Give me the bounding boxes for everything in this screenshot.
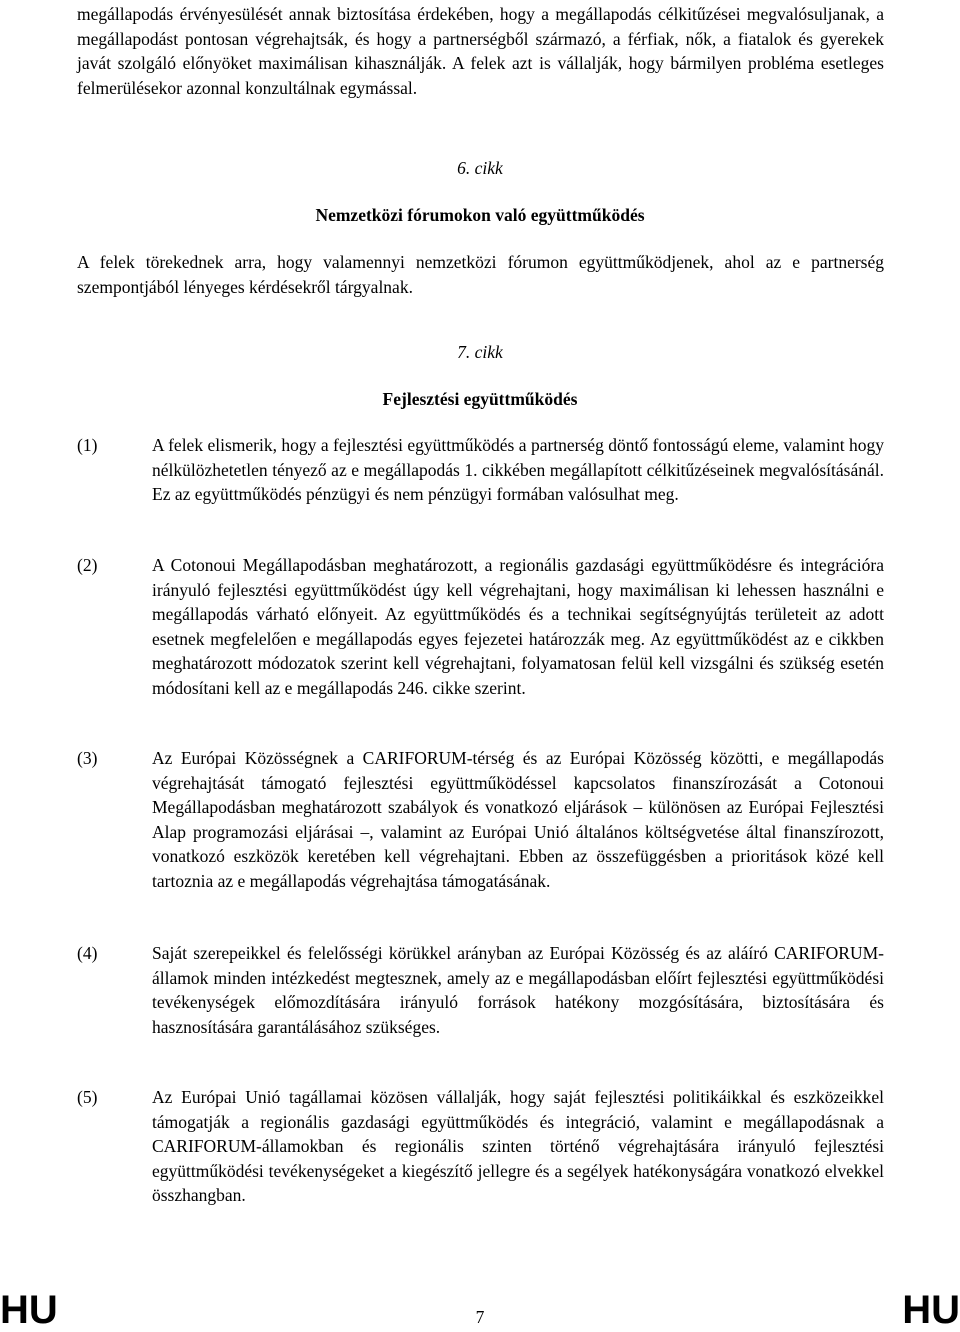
footer-language-left: HU bbox=[0, 1288, 58, 1332]
item-text: Saját szerepeikkel és felelősségi körükkel arányban az Európai Közösség és az aláíró CARIFORUM-államok minden intézkedést megtesznek, amely az e megállapodásban előírt fejlesztési együttműködési tevékenységek előmozdítására irányuló források hatékony mozgósítására, biztosítására és hasznosítására garantálásához szükséges. bbox=[152, 943, 884, 1037]
item-number: (4) bbox=[77, 943, 98, 963]
page-number: 7 bbox=[475, 1307, 485, 1327]
item-text: A felek elismerik, hogy a fejlesztési együttműködés a partnerség döntő fontosságú eleme, valamint hogy nélkülözhetetlen tényező az e megállapodás 1. cikkében megállapított célkitűzéseinek megvalósításánál. Ez az együttműködés pénzügyi és nem pénzügyi formában valósulhat meg. bbox=[152, 435, 884, 504]
item-number: (1) bbox=[77, 435, 98, 455]
footer-language-right: HU bbox=[902, 1288, 960, 1332]
item-number: (3) bbox=[77, 748, 98, 768]
article-6-number: 6. cikk bbox=[457, 158, 503, 178]
item-number: (2) bbox=[77, 555, 98, 575]
article-7-number: 7. cikk bbox=[457, 342, 503, 362]
item-text: Az Európai Unió tagállamai közösen vállalják, hogy saját fejlesztési politikáikkal és eszközeikkel támogatják a regionális gazdasági együttműködés és integráció, valamint e megállapodásnak a CARIFORUM-államokban és regionális szinten történő végrehajtására irányuló fejlesztési együttműködési tevékenységeket a kiegészítő jellegre és a segélyek hatékonyságára vonatkozó elvekkel összhangban. bbox=[152, 1087, 884, 1205]
intro-paragraph: megállapodás érvényesülését annak biztosítása érdekében, hogy a megállapodás célkitűzései megvalósuljanak, a megállapodást pontosan végrehajtsák, és hogy a partnerségből származó, a férfiak, nők, a fiatalok és gyerekek javát szolgáló előnyöket maximálisan kihasználják. A felek azt is vállalják, hogy bármilyen probléma esetleges felmerülésekor azonnal konzultálnak egymással. bbox=[77, 4, 884, 98]
item-text: Az Európai Közösségnek a CARIFORUM-térség és az Európai Közösség közötti, e megállapodás végrehajtását támogató fejlesztési együttműködéssel kapcsolatos finanszírozását a Cotonoui Megállapodásban meghatározott szabályok és vonatkozó eljárások – különösen az Európai Fejlesztési Alap programozási eljárásai –, valamint az Európai Unió általános költségvetése által finanszírozott, vonatkozó eszközök keretében kell végrehajtani. Ebben az összefüggésben a prioritások közé kell tartoznia az e megállapodás végrehajtása támogatásának. bbox=[152, 748, 884, 891]
item-text: A Cotonoui Megállapodásban meghatározott, a regionális gazdasági együttműködésre és integrációra irányuló fejlesztési együttműködést úgy kell végrehajtani, hogy maximálisan ki lehessen használni e megállapodás várható előnyeit. Az együttműködés és a technikai segítségnyújtás területeit az adott esetnek megfelelően e megállapodás egyes fejezetei határozzák meg. Az együttműködést az e cikkben meghatározott módozatok szerint kell végrehajtani, folyamatosan felül kell vizsgálni és szükség esetén módosítani kell az e megállapodás 246. cikke szerint. bbox=[152, 555, 884, 698]
item-number: (5) bbox=[77, 1087, 98, 1107]
article-6-title: Nemzetközi fórumokon való együttműködés bbox=[315, 205, 645, 225]
article-7-title: Fejlesztési együttműködés bbox=[382, 389, 578, 409]
article-6-paragraph: A felek törekednek arra, hogy valamennyi nemzetközi fórumon együttműködjenek, ahol az e partnerség szempontjából lényeges kérdésekről tárgyalnak. bbox=[77, 252, 884, 297]
